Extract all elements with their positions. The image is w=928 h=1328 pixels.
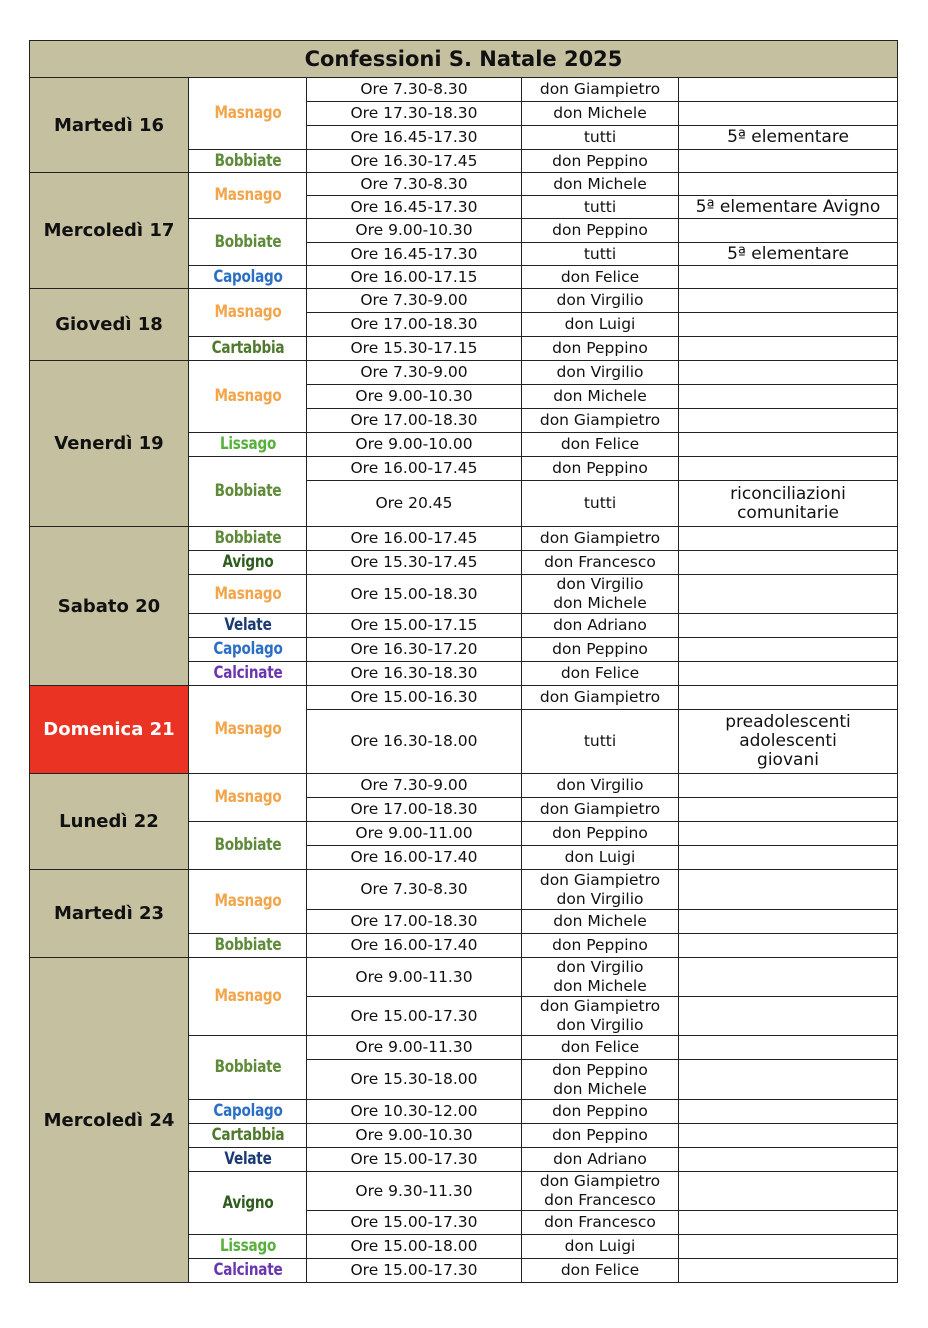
note-cell	[679, 433, 898, 457]
title-row	[30, 41, 898, 78]
day-label: Mercoledì 17	[30, 173, 189, 289]
parish-name: Bobbiate	[200, 219, 294, 266]
parish-name: Avigno	[200, 551, 294, 575]
time-cell: Ore 9.30-11.30	[307, 1172, 522, 1211]
note-cell: 5ª elementare Avigno	[679, 196, 898, 219]
time-cell: Ore 9.00-10.30	[307, 385, 522, 409]
page-title: Confessioni S. Natale 2025	[30, 41, 898, 78]
note-cell	[679, 409, 898, 433]
celebrant-cell: don Peppino	[522, 1124, 679, 1148]
table-row	[30, 78, 898, 102]
celebrant-cell: don Peppino don Michele	[522, 1060, 679, 1100]
parish-name: Bobbiate	[200, 527, 294, 551]
note-cell: 5ª elementare	[679, 243, 898, 266]
time-cell: Ore 16.45-17.30	[307, 126, 522, 150]
parish-name: Masnago	[200, 870, 294, 934]
note-cell	[679, 219, 898, 243]
day-label: Giovedì 18	[30, 289, 189, 361]
time-cell: Ore 7.30-9.00	[307, 774, 522, 798]
note-cell	[679, 774, 898, 798]
note-cell	[679, 822, 898, 846]
note-cell	[679, 1100, 898, 1124]
time-cell: Ore 10.30-12.00	[307, 1100, 522, 1124]
celebrant-cell: don Michele	[522, 910, 679, 934]
time-cell: Ore 16.00-17.40	[307, 934, 522, 958]
time-cell: Ore 7.30-8.30	[307, 78, 522, 102]
note-cell	[679, 1036, 898, 1060]
time-cell: Ore 16.30-17.20	[307, 638, 522, 662]
celebrant-cell: don Luigi	[522, 1235, 679, 1259]
day-label: Sabato 20	[30, 527, 189, 686]
day-label: Domenica 21	[30, 686, 189, 774]
celebrant-cell: don Giampietro	[522, 409, 679, 433]
note-cell	[679, 78, 898, 102]
celebrant-cell: don Francesco	[522, 551, 679, 575]
note-cell	[679, 150, 898, 173]
celebrant-cell: don Felice	[522, 266, 679, 289]
table-row	[30, 958, 898, 997]
note-cell	[679, 551, 898, 575]
note-cell	[679, 1124, 898, 1148]
note-cell	[679, 1259, 898, 1283]
time-cell: Ore 7.30-8.30	[307, 173, 522, 196]
note-cell: 5ª elementare	[679, 126, 898, 150]
celebrant-cell: don Giampietro don Virgilio	[522, 870, 679, 910]
time-cell: Ore 16.00-17.45	[307, 457, 522, 481]
parish-name: Capolago	[200, 266, 294, 289]
parish-name: Masnago	[200, 78, 294, 150]
celebrant-cell: don Luigi	[522, 846, 679, 870]
parish-name: Masnago	[200, 958, 294, 1036]
celebrant-cell: don Peppino	[522, 1100, 679, 1124]
celebrant-cell: don Virgilio	[522, 774, 679, 798]
celebrant-cell: tutti	[522, 126, 679, 150]
note-cell	[679, 662, 898, 686]
note-cell	[679, 102, 898, 126]
parish-name: Masnago	[200, 289, 294, 337]
note-cell	[679, 1235, 898, 1259]
celebrant-cell: don Giampietro	[522, 798, 679, 822]
parish-name: Calcinate	[200, 1259, 294, 1283]
time-cell: Ore 15.30-18.00	[307, 1060, 522, 1100]
time-cell: Ore 15.00-18.30	[307, 575, 522, 614]
time-cell: Ore 9.00-11.30	[307, 1036, 522, 1060]
celebrant-cell: don Adriano	[522, 1148, 679, 1172]
note-cell	[679, 173, 898, 196]
parish-name: Lissago	[200, 433, 294, 457]
parish-name: Masnago	[200, 173, 294, 219]
confessions-schedule-table	[29, 40, 898, 1283]
celebrant-cell: don Giampietro	[522, 527, 679, 551]
note-cell	[679, 870, 898, 910]
parish-name: Avigno	[200, 1172, 294, 1235]
time-cell: Ore 9.00-10.30	[307, 1124, 522, 1148]
parish-name: Cartabbia	[200, 337, 294, 361]
note-cell: preadolescenti adolescenti giovani	[679, 710, 898, 774]
celebrant-cell: don Giampietro don Francesco	[522, 1172, 679, 1211]
celebrant-cell: don Felice	[522, 433, 679, 457]
celebrant-cell: don Felice	[522, 1036, 679, 1060]
celebrant-cell: don Peppino	[522, 934, 679, 958]
time-cell: Ore 15.00-17.30	[307, 1211, 522, 1235]
note-cell	[679, 313, 898, 337]
time-cell: Ore 15.30-17.45	[307, 551, 522, 575]
time-cell: Ore 16.45-17.30	[307, 243, 522, 266]
time-cell: Ore 15.00-17.15	[307, 614, 522, 638]
celebrant-cell: don Giampietro don Virgilio	[522, 997, 679, 1036]
note-cell	[679, 575, 898, 614]
note-cell	[679, 1172, 898, 1211]
time-cell: Ore 17.00-18.30	[307, 798, 522, 822]
table-row	[30, 527, 898, 551]
day-label: Martedì 16	[30, 78, 189, 173]
celebrant-cell: don Virgilio don Michele	[522, 958, 679, 997]
celebrant-cell: don Giampietro	[522, 686, 679, 710]
parish-name: Bobbiate	[200, 457, 294, 527]
parish-name: Velate	[200, 614, 294, 638]
celebrant-cell: don Giampietro	[522, 78, 679, 102]
time-cell: Ore 17.00-18.30	[307, 910, 522, 934]
day-label: Martedì 23	[30, 870, 189, 958]
note-cell: riconciliazioni comunitarie	[679, 481, 898, 527]
parish-name: Masnago	[200, 575, 294, 614]
time-cell: Ore 7.30-8.30	[307, 870, 522, 910]
note-cell	[679, 1148, 898, 1172]
time-cell: Ore 16.30-18.30	[307, 662, 522, 686]
time-cell: Ore 16.00-17.40	[307, 846, 522, 870]
time-cell: Ore 16.45-17.30	[307, 196, 522, 219]
time-cell: Ore 7.30-9.00	[307, 289, 522, 313]
celebrant-cell: don Peppino	[522, 150, 679, 173]
note-cell	[679, 337, 898, 361]
note-cell	[679, 1060, 898, 1100]
time-cell: Ore 9.00-11.30	[307, 958, 522, 997]
note-cell	[679, 385, 898, 409]
time-cell: Ore 15.00-17.30	[307, 997, 522, 1036]
parish-name: Calcinate	[200, 662, 294, 686]
time-cell: Ore 9.00-10.00	[307, 433, 522, 457]
parish-name: Masnago	[200, 774, 294, 822]
celebrant-cell: don Adriano	[522, 614, 679, 638]
time-cell: Ore 17.00-18.30	[307, 409, 522, 433]
note-cell	[679, 686, 898, 710]
time-cell: Ore 17.00-18.30	[307, 313, 522, 337]
note-cell	[679, 798, 898, 822]
note-cell	[679, 997, 898, 1036]
parish-name: Bobbiate	[200, 1036, 294, 1100]
time-cell: Ore 15.00-17.30	[307, 1148, 522, 1172]
schedule-body	[30, 78, 898, 1283]
celebrant-cell: don Luigi	[522, 313, 679, 337]
table-row	[30, 774, 898, 798]
time-cell: Ore 7.30-9.00	[307, 361, 522, 385]
table-row	[30, 361, 898, 385]
table-row	[30, 289, 898, 313]
note-cell	[679, 958, 898, 997]
parish-name: Capolago	[200, 1100, 294, 1124]
celebrant-cell: tutti	[522, 243, 679, 266]
parish-name: Velate	[200, 1148, 294, 1172]
celebrant-cell: don Peppino	[522, 337, 679, 361]
parish-name: Masnago	[200, 686, 294, 774]
parish-name: Bobbiate	[200, 150, 294, 173]
note-cell	[679, 1211, 898, 1235]
celebrant-cell: tutti	[522, 196, 679, 219]
celebrant-cell: don Peppino	[522, 219, 679, 243]
time-cell: Ore 16.00-17.45	[307, 527, 522, 551]
parish-name: Cartabbia	[200, 1124, 294, 1148]
day-label: Mercoledì 24	[30, 958, 189, 1283]
time-cell: Ore 15.00-17.30	[307, 1259, 522, 1283]
parish-name: Lissago	[200, 1235, 294, 1259]
day-label: Venerdì 19	[30, 361, 189, 527]
table-row	[30, 173, 898, 196]
celebrant-cell: don Francesco	[522, 1211, 679, 1235]
time-cell: Ore 15.30-17.15	[307, 337, 522, 361]
note-cell	[679, 934, 898, 958]
time-cell: Ore 16.30-18.00	[307, 710, 522, 774]
note-cell	[679, 457, 898, 481]
celebrant-cell: don Michele	[522, 102, 679, 126]
parish-name: Bobbiate	[200, 934, 294, 958]
celebrant-cell: don Peppino	[522, 457, 679, 481]
celebrant-cell: don Peppino	[522, 638, 679, 662]
time-cell: Ore 15.00-18.00	[307, 1235, 522, 1259]
note-cell	[679, 638, 898, 662]
time-cell: Ore 9.00-11.00	[307, 822, 522, 846]
celebrant-cell: don Michele	[522, 173, 679, 196]
celebrant-cell: don Virgilio	[522, 289, 679, 313]
celebrant-cell: tutti	[522, 710, 679, 774]
note-cell	[679, 910, 898, 934]
time-cell: Ore 17.30-18.30	[307, 102, 522, 126]
celebrant-cell: don Michele	[522, 385, 679, 409]
celebrant-cell: tutti	[522, 481, 679, 527]
parish-name: Bobbiate	[200, 822, 294, 870]
parish-name: Capolago	[200, 638, 294, 662]
day-label: Lunedì 22	[30, 774, 189, 870]
celebrant-cell: don Peppino	[522, 822, 679, 846]
time-cell: Ore 16.00-17.15	[307, 266, 522, 289]
time-cell: Ore 9.00-10.30	[307, 219, 522, 243]
note-cell	[679, 289, 898, 313]
celebrant-cell: don Felice	[522, 662, 679, 686]
note-cell	[679, 361, 898, 385]
note-cell	[679, 846, 898, 870]
time-cell: Ore 20.45	[307, 481, 522, 527]
table-row	[30, 686, 898, 710]
note-cell	[679, 614, 898, 638]
note-cell	[679, 266, 898, 289]
parish-name: Masnago	[200, 361, 294, 433]
celebrant-cell: don Virgilio don Michele	[522, 575, 679, 614]
time-cell: Ore 16.30-17.45	[307, 150, 522, 173]
time-cell: Ore 15.00-16.30	[307, 686, 522, 710]
celebrant-cell: don Virgilio	[522, 361, 679, 385]
celebrant-cell: don Felice	[522, 1259, 679, 1283]
note-cell	[679, 527, 898, 551]
table-row	[30, 870, 898, 910]
